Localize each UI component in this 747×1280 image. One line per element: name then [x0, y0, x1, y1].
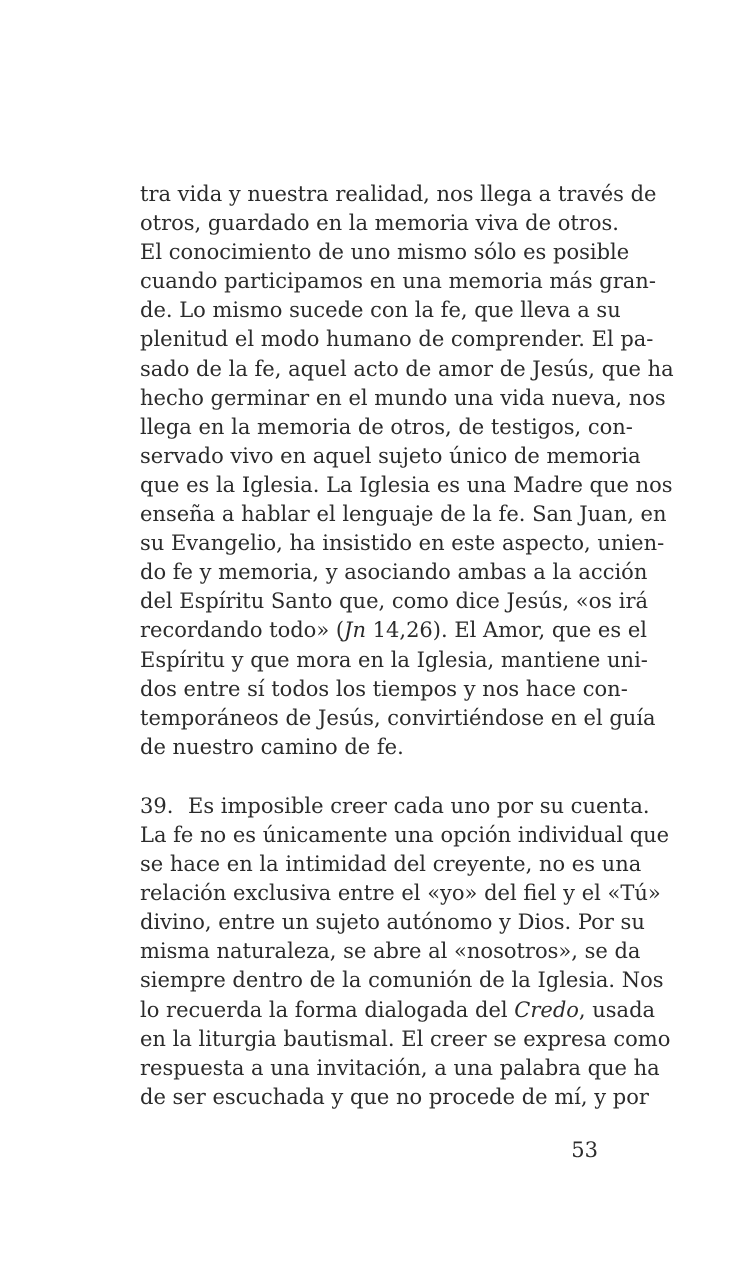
credo-title: Credo — [514, 997, 579, 1022]
text-line: relación exclusiva entre el «yo» del fiel y el «Tú» — [140, 881, 661, 906]
page-number: 53 — [571, 1138, 598, 1162]
text-line: de ser escuchada y que no procede de mí, y por — [140, 1084, 649, 1109]
text-line: del Espíritu Santo que, como dice Jesús, «os irá — [140, 589, 649, 614]
text-line: servado vivo en aquel sujeto único de memoria — [140, 443, 641, 468]
text-segment: Es imposible creer cada uno por su cuenta. — [188, 793, 650, 818]
text-line: su Evangelio, ha insistido en este aspecto, unien- — [140, 531, 665, 556]
text-segment: recordando todo» ( — [140, 618, 345, 643]
scripture-citation: Jn — [344, 618, 366, 643]
text-line — [140, 996, 656, 1025]
text-line: El conocimiento de uno mismo sólo es posible — [140, 240, 630, 265]
paragraph-number: 39. — [140, 793, 174, 818]
text-line: dos entre sí todos los tiempos y nos hace con- — [140, 676, 628, 701]
text-line — [140, 792, 650, 821]
text-line: misma naturaleza, se abre al «nosotros», se da — [140, 939, 641, 964]
text-line: que es la Iglesia. La Iglesia es una Madre que nos — [140, 472, 673, 497]
text-line: de nuestro camino de fe. — [140, 734, 404, 759]
text-line: La fe no es únicamente una opción individual que — [140, 822, 670, 847]
text-segment: lo recuerda la forma dialogada del — [140, 997, 515, 1022]
paragraph-numbered — [140, 792, 671, 1112]
text-line: tra vida y nuestra realidad, nos llega a través de — [140, 182, 657, 206]
text-line: enseña a hablar el lenguaje de la fe. San Juan, en — [140, 502, 667, 527]
text-line: plenitud el modo humano de comprender. El pa- — [140, 327, 654, 352]
text-line: divino, entre un sujeto autónomo y Dios. Por su — [140, 910, 645, 935]
text-line: Espíritu y que mora en la Iglesia, mantiene uni- — [140, 647, 648, 672]
text-line: respuesta a una invitación, a una palabra que ha — [140, 1055, 660, 1080]
text-segment: , usada — [578, 997, 656, 1022]
text-line: siempre dentro de la comunión de la Iglesia. Nos — [140, 968, 664, 993]
text-line: llega en la memoria de otros, de testigos, con- — [140, 414, 633, 439]
text-line: hecho germinar en el mundo una vida nueva, nos — [140, 385, 666, 410]
text-line: en la liturgia bautismal. El creer se expresa como — [140, 1026, 671, 1051]
text-line: temporáneos de Jesús, convirtiéndose en el guía — [140, 705, 656, 730]
text-line: do fe y memoria, y asociando ambas a la acción — [140, 560, 648, 585]
page-body — [140, 180, 674, 1112]
text-line: sado de la fe, aquel acto de amor de Jesús, que ha — [140, 356, 674, 381]
paragraph-gap — [140, 762, 598, 792]
text-segment: 14,26). El Amor, que es el — [366, 618, 647, 643]
text-line: otros, guardado en la memoria viva de otros. — [140, 211, 619, 236]
text-line: cuando participamos en una memoria más gran- — [140, 269, 656, 294]
text-line: se hace en la intimidad del creyente, no es una — [140, 852, 642, 877]
text-line — [140, 616, 647, 645]
text-line: de. Lo mismo sucede con la fe, que lleva a su — [140, 298, 621, 323]
paragraph — [140, 180, 674, 762]
